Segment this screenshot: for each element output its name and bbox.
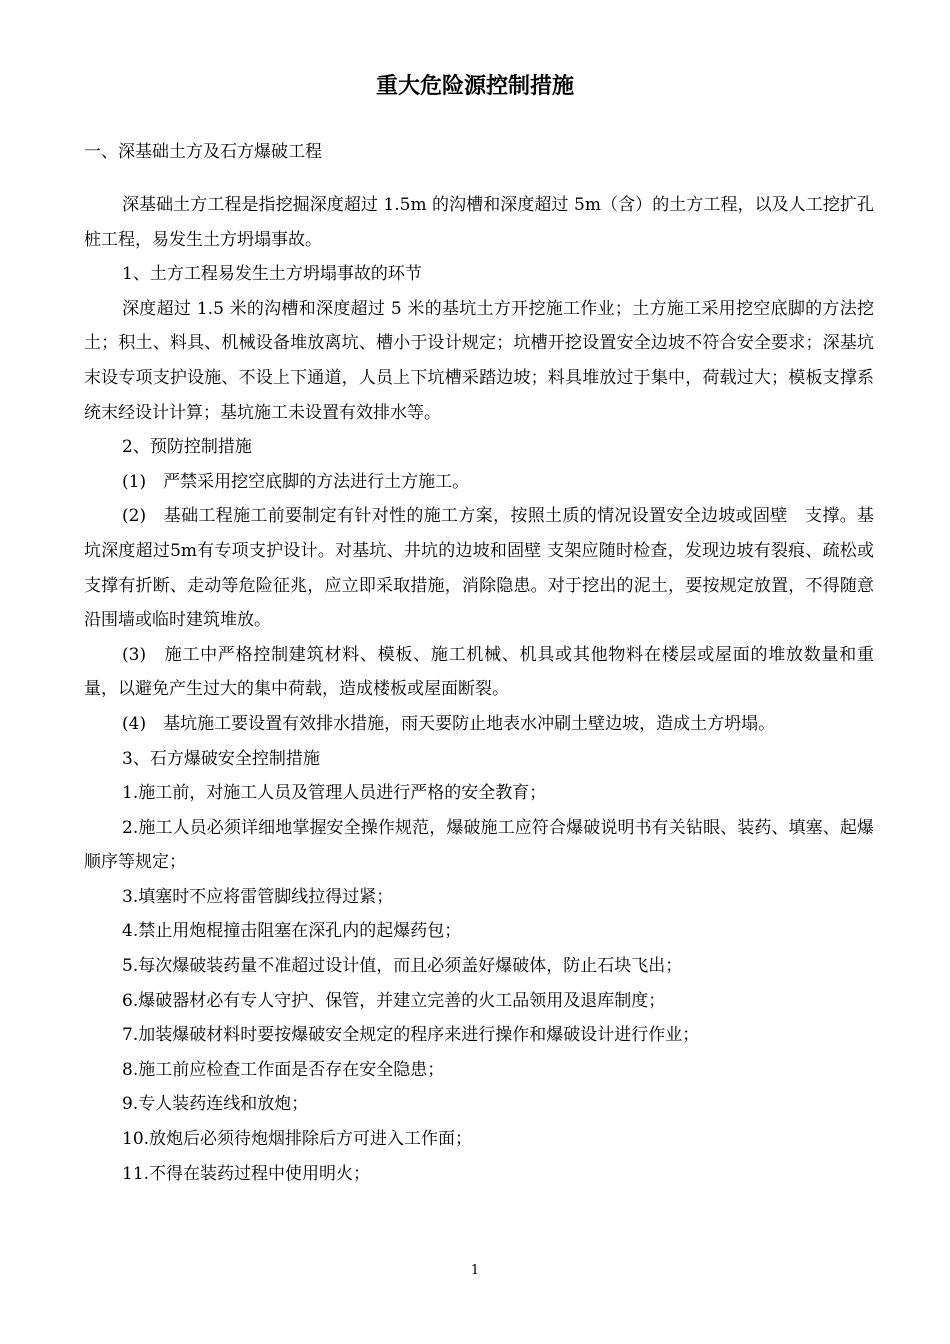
page-number: 1 [470, 1263, 480, 1278]
document-body [84, 188, 874, 1191]
blasting-item-5: 5.每次爆破装药量不准超过设计值，而且必须盖好爆破体，防止石块飞出； [122, 956, 683, 977]
blasting-item-1: 1.施工前，对施工人员及管理人员进行严格的安全教育； [122, 783, 547, 804]
subsection-heading-1: 1、土方工程易发生土方坍塌事故的环节 [122, 264, 422, 285]
subsection-heading-3: 3、石方爆破安全控制措施 [122, 748, 320, 769]
blasting-item-3: 3.填塞时不应将雷管脚线拉得过紧； [122, 886, 394, 907]
prevention-item-4: (4) 基坑施工要设置有效排水措施，雨天要防止地表水冲刷土壁边坡，造成土方坍塌。 [122, 713, 776, 734]
blasting-item-7: 7.加装爆破材料时要按爆破安全规定的程序来进行操作和爆破设计进行作业； [122, 1025, 700, 1046]
prevention-item-1: (1) 严禁采用挖空底脚的方法进行土方施工。 [122, 471, 470, 492]
section-intro-paragraph: 深基础土方工程是指挖掘深度超过 1.5m 的沟槽和深度超过 5m（含）的土方工程，以及人工挖扩孔桩工程，易发生土方坍塌事故。 [84, 195, 874, 250]
blasting-item-9: 9.专人装药连线和放炮； [122, 1094, 309, 1115]
prevention-item-2: (2) 基础工程施工前要制定有针对性的施工方案，按照土质的情况设置安全边坡或固壁 支撑。基坑深度超过5m有专项支护设计。对基坑、井坑的边坡和固壁 支架应随时检查，发现边坡有裂痕、疏松或支撑有折断、走动等危险征兆，应立即采取措施，消除隐患。对于挖出的泥土，要按规定放置，不得随意沿围墙或临时建筑堆放。 [84, 506, 874, 631]
section-heading-1: 一、深基础土方及石方爆破工程 [84, 142, 322, 162]
document-title: 重大危险源控制措施 [375, 74, 574, 99]
blasting-item-8: 8.施工前应检查工作面是否存在安全隐患； [122, 1059, 445, 1080]
blasting-item-11: 11.不得在装药过程中使用明火； [122, 1163, 371, 1184]
blasting-item-6: 6.爆破器材必有专人守护、保管，并建立完善的火工品领用及退库制度； [122, 990, 666, 1011]
blasting-item-2: 2.施工人员必须详细地掌握安全操作规范，爆破施工应符合爆破说明书有关钻眼、装药、填塞、起爆顺序等规定； [84, 817, 874, 873]
blasting-item-10: 10.放炮后必须待炮烟排除后方可进入工作面； [122, 1129, 473, 1150]
prevention-item-3: (3) 施工中严格控制建筑材料、模板、施工机械、机具或其他物料在楼层或屋面的堆放数量和重量，以避免产生过大的集中荷载，造成楼板或屋面断裂。 [84, 644, 874, 700]
subsection-heading-2: 2、预防控制措施 [122, 437, 252, 458]
subsection-1-paragraph: 深度超过 1.5 米的沟槽和深度超过 5 米的基坑土方开挖施工作业；土方施工采用挖空底脚的方法挖土；积土、料具、机械设备堆放离坑、槽小于设计规定；坑槽开挖设置安全边坡不符合安全要求；深基坑末设专项支护设施、不设上下通道，人员上下坑槽采踏边坡；料具堆放过于集中，荷载过大；模板支撑系统末经设计计算；基坑施工未设置有效排水等。 [84, 298, 874, 423]
blasting-item-4: 4.禁止用炮棍撞击阻塞在深孔内的起爆药包； [122, 921, 462, 942]
